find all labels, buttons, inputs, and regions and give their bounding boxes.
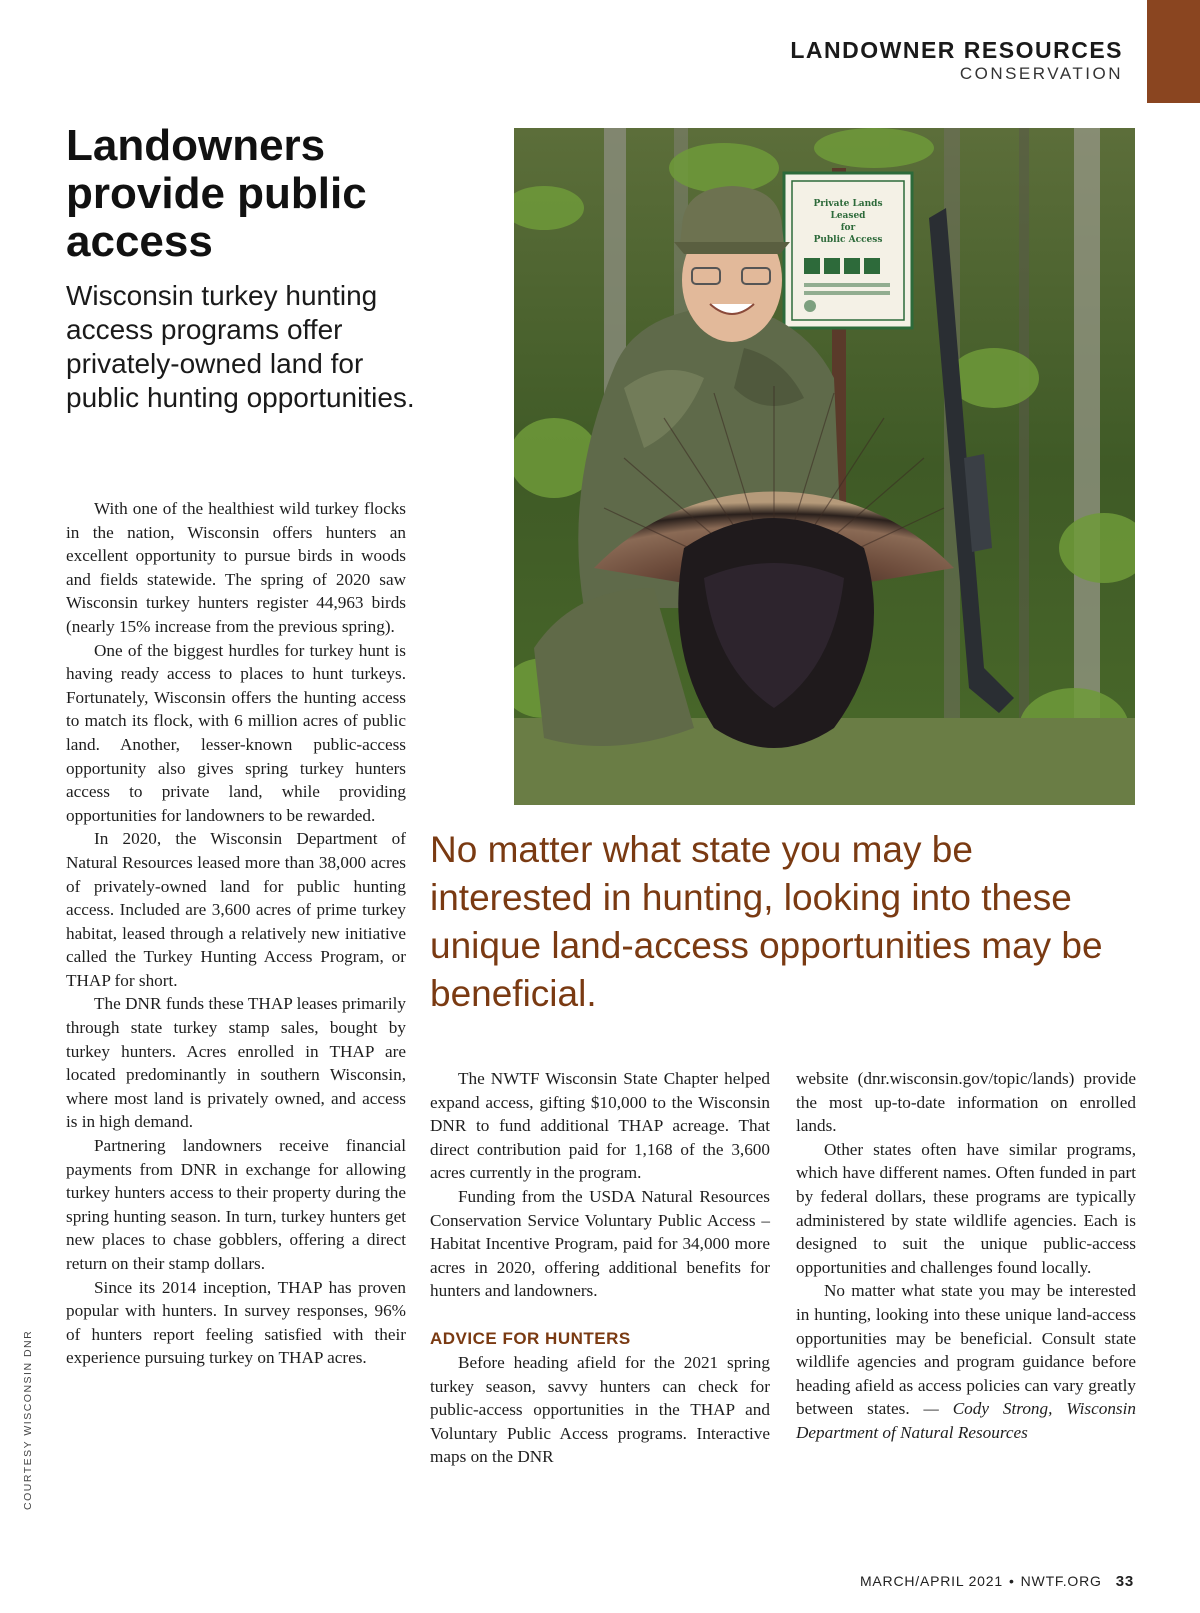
paragraph: Funding from the USDA Natural Resources Conservation Service Voluntary Public Access – Habitat Incentive Program, paid for 34,000 more acres in 2020, offering additional benefits for hunters and landowners. — [430, 1186, 770, 1301]
paragraph: Other states often have similar programs, which have different names. Often funded in part by federal dollars, these programs are typically administered by state wildlife agencies. Each is designed to suit the unique public-access opportunities and challenges found locally. — [796, 1139, 1136, 1277]
article-column-3 — [796, 1067, 1136, 1445]
section-title: LANDOWNER RESOURCES — [790, 37, 1123, 63]
section-color-tab — [1147, 0, 1200, 103]
paragraph: Since its 2014 inception, THAP has proven popular with hunters. In survey responses, 96% of hunters report feeling satisfied with their experience pursuing turkey on THAP acres. — [66, 1277, 406, 1368]
article-title: Landowners provide public access — [66, 121, 367, 266]
page-number: 33 — [1115, 1573, 1134, 1590]
section-header — [790, 36, 1123, 84]
pull-quote: No matter what state you may be interested in hunting, looking into these unique land-access opportunities may be beneficial. — [430, 829, 1103, 1014]
sign-line-1: Private Lands — [813, 199, 883, 209]
paragraph-text: No matter what state you may be interested in hunting, looking into these unique land-access opportunities may be beneficial. Consult state wildlife agencies and program guidance before heading afield as access policies can vary greatly between states. — [796, 1281, 1136, 1419]
sign-line-2: Leased — [830, 211, 866, 221]
site-url: NWTF.ORG — [1020, 1573, 1102, 1589]
paragraph-final — [796, 1279, 1136, 1444]
article-column-1 — [66, 497, 406, 1370]
paragraph: Partnering landowners receive financial payments from DNR in exchange for allowing turkey hunters access to their property during the spring hunting season. In turn, turkey hunters get new places to chase gobblers, offering a direct return on their stamp dollars. — [66, 1136, 406, 1273]
hunter-turkey-photo — [514, 128, 1135, 805]
section-subtitle: CONSERVATION — [959, 64, 1123, 83]
page-footer — [860, 1573, 1134, 1590]
paragraph: The NWTF Wisconsin State Chapter helped expand access, gifting $10,000 to the Wisconsin DNR to fund additional THAP acreage. That direct contribution paid for 1,168 of the 3,600 acres currently in the program. — [430, 1069, 770, 1183]
bullet-separator: • — [1008, 1573, 1015, 1589]
article-column-2 — [430, 1067, 770, 1469]
photo-credit: COURTESY WISCONSIN DNR — [22, 1329, 34, 1510]
paragraph: The DNR funds these THAP leases primarily through state turkey stamp sales, bought by turkey hunters. Acres enrolled in THAP are located predominantly in southern Wisconsin, where most land is privately owned, and access is in high demand. — [66, 994, 406, 1132]
sign-line-4: Public Access — [813, 235, 883, 245]
paragraph: One of the biggest hurdles for turkey hunt is having ready access to places to hunt turkeys. Fortunately, Wisconsin offers the hunting access to match its flock, with 6 million acres of public land. Another, lesser-known public-access opportunity also gives spring turkey hunters access to private land, while providing opportunities for landowners to be rewarded. — [66, 640, 406, 825]
paragraph: With one of the healthiest wild turkey flocks in the nation, Wisconsin offers hunters an excellent opportunity to pursue birds in woods and fields statewide. The spring of 2020 saw Wisconsin turkey hunters register 44,963 birds (nearly 15% increase from the previous spring). — [66, 499, 406, 636]
article-deck: Wisconsin turkey hunting access programs offer privately-owned land for public hunting opportunities. — [66, 280, 415, 413]
paragraph: In 2020, the Wisconsin Department of Natural Resources leased more than 38,000 acres of privately-owned land for public hunting access. Included are 3,600 acres of prime turkey habitat, leased through a relatively new initiative called the Turkey Hunting Access Program, or THAP for short. — [66, 829, 406, 990]
author-signature: — Cody Strong, Wisconsin Department of Natural Resources — [796, 1399, 1136, 1442]
paragraph: Before heading afield for the 2021 spring turkey season, savvy hunters can check for public-access opportunities in the THAP and Voluntary Public Access programs. Interactive maps on the DNR — [430, 1352, 770, 1467]
sign-line-3: for — [840, 223, 856, 233]
issue-date: MARCH/APRIL 2021 — [859, 1573, 1003, 1589]
subhead-advice: ADVICE FOR HUNTERS — [430, 1328, 631, 1348]
paragraph: website (dnr.wisconsin.gov/topic/lands) provide the most up-to-date information on enrolled lands. — [796, 1069, 1136, 1136]
